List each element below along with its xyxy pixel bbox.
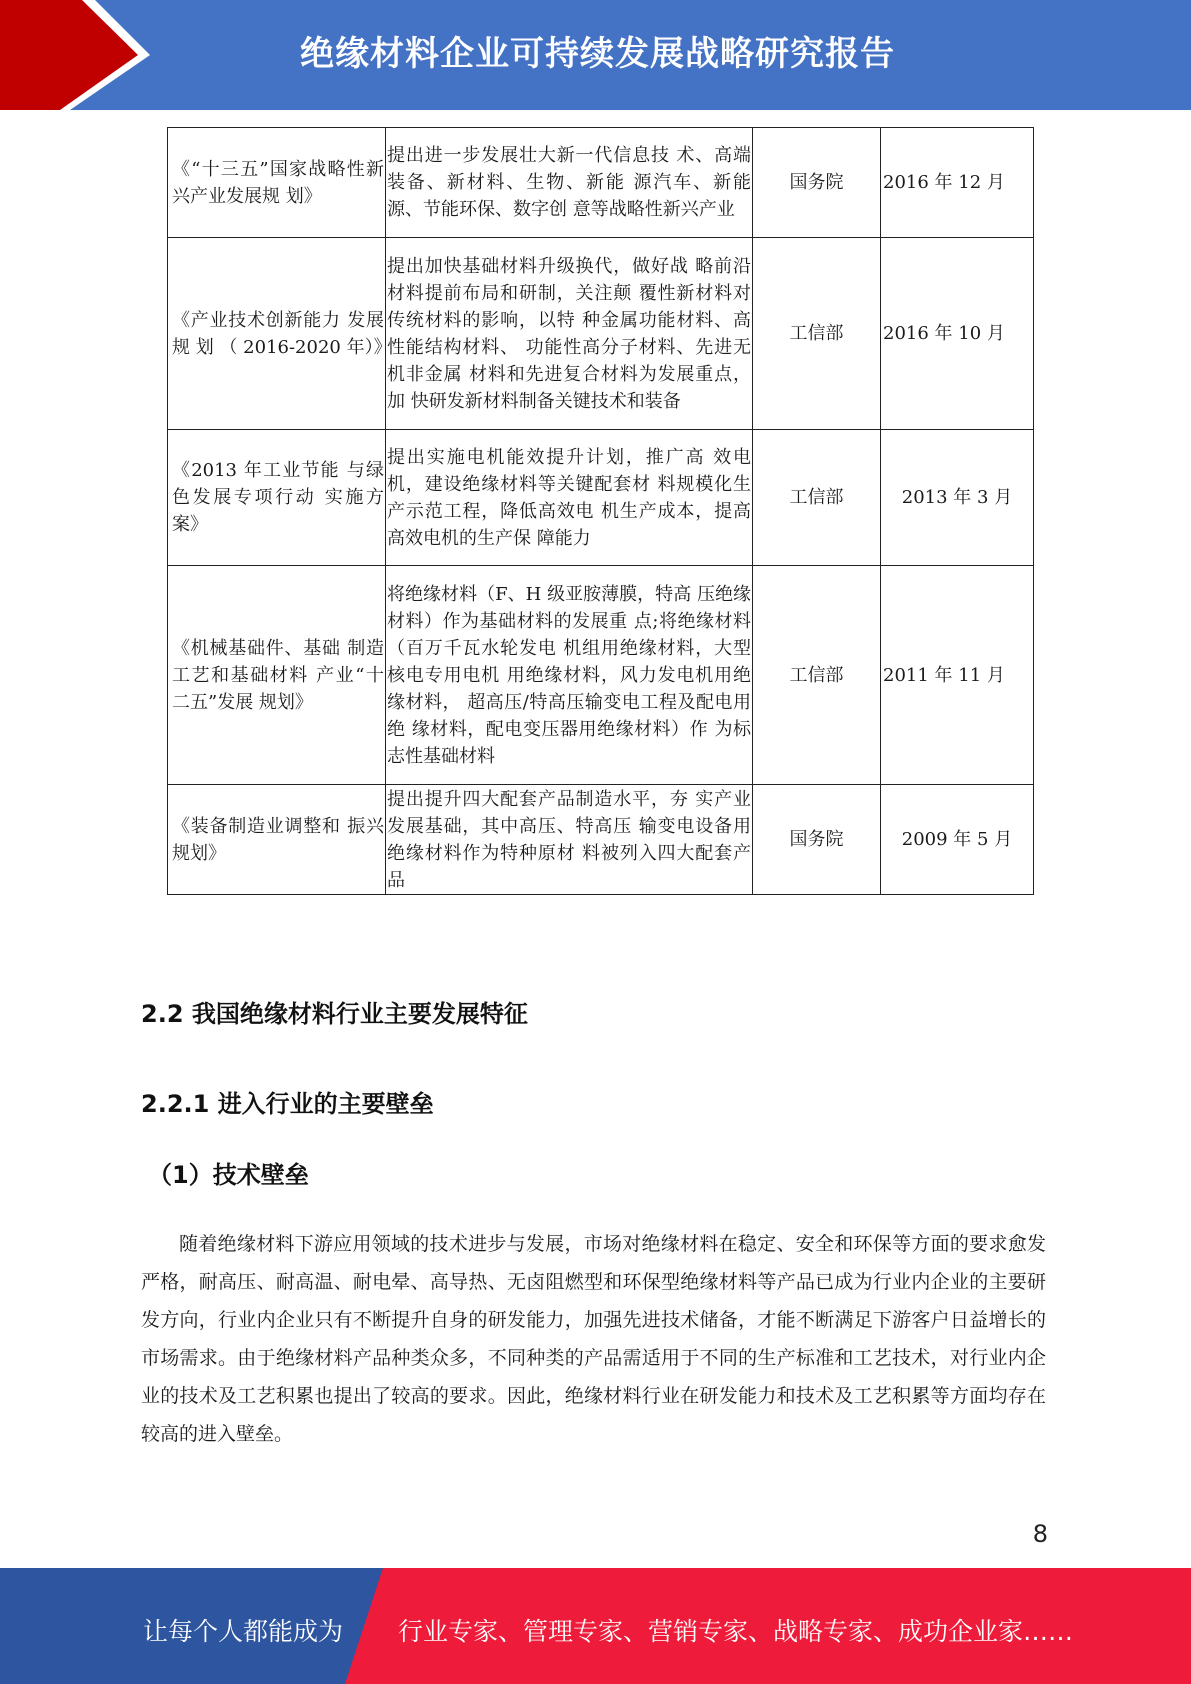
policy-date-cell: 2013 年 3 月 [881,430,1034,566]
footer-slogan-right: 行业专家、管理专家、营销专家、战略专家、成功企业家…… [398,1617,1074,1646]
policy-name-cell: 《“十三五”国家战略性新兴产业发展规 划》 [168,128,386,238]
page-footer [0,1568,1191,1684]
subsection-heading: 2.2.1 进入行业的主要壁垒 [141,1090,434,1118]
table-row [168,566,1034,785]
body-paragraph: 随着绝缘材料下游应用领域的技术进步与发展，市场对绝缘材料在稳定、安全和环保等方面的要求愈发严格，耐高压、耐高温、耐电晕、高导热、无卤阻燃型和环保型绝缘材料等产品已成为行业内企业的主要研发方向，行业内企业只有不断提升自身的研发能力，加强先进技术储备，才能不断满足下游客户日益增长的市场需求。由于绝缘材料产品种类众多，不同种类的产品需适用于不同的生产标准和工艺技术，对行业内企业的技术及工艺积累也提出了较高的要求。因此，绝缘材料行业在研发能力和技术及工艺积累等方面均存在较高的进入壁垒。 [141,1233,1046,1445]
table-row [168,128,1034,238]
table-row [168,238,1034,430]
policy-issuer-cell: 工信部 [753,238,881,430]
policy-content-cell: 将绝缘材料（F、H 级亚胺薄膜，特高 压绝缘材料）作为基础材料的发展重 点;将绝缘材料（百万千瓦水轮发电 机组用绝缘材料，大型核电专用电机 用绝缘材料，风力发电机用绝缘材料， 超高压/特高压输变电工程及配电用绝 缘材料，配电变压器用绝缘材料）作 为标志性基础材料 [386,566,753,785]
report-title: 绝缘材料企业可持续发展战略研究报告 [300,34,895,74]
policy-content-cell: 提出进一步发展壮大新一代信息技 术、高端装备、新材料、生物、新能 源汽车、新能源、节能环保、数字创 意等战略性新兴产业 [386,128,753,238]
policy-issuer-cell: 工信部 [753,430,881,566]
page-number: 8 [1032,1520,1048,1548]
table-row [168,785,1034,895]
policy-name-cell: 《装备制造业调整和 振兴规划》 [168,785,386,895]
policy-date-cell: 2009 年 5 月 [881,785,1034,895]
policy-name-cell: 《产业技术创新能力 发展 规 划 （ 2016-2020 年）》 [168,238,386,430]
section-heading: 2.2 我国绝缘材料行业主要发展特征 [141,1000,528,1028]
policy-issuer-cell: 国务院 [753,128,881,238]
policy-content-cell: 提出实施电机能效提升计划，推广高 效电机，建设绝缘材料等关键配套材 料规模化生产示范工程，降低高效电 机生产成本，提高高效电机的生产保 障能力 [386,430,753,566]
header-red-chevron [0,0,300,110]
table-row [168,430,1034,566]
policy-date-cell: 2016 年 10 月 [881,238,1034,430]
policy-name-cell: 《机械基础件、基础 制造工艺和基础材料 产业“十二五”发展 规划》 [168,566,386,785]
policy-table [167,127,1034,895]
policy-date-cell: 2011 年 11 月 [881,566,1034,785]
policy-issuer-cell: 工信部 [753,566,881,785]
policy-content-cell: 提出加快基础材料升级换代，做好战 略前沿材料提前布局和研制，关注颠 覆性新材料对传统材料的影响，以特 种金属功能材料、高性能结构材料、 功能性高分子材料、先进无机非金属 材料和先进复合材料为发展重点，加 快研发新材料制备关键技术和装备 [386,238,753,430]
footer-slogan-left: 让每个人都能成为 [143,1617,344,1646]
page-header [0,0,1191,110]
subsubsection-heading: （1）技术壁垒 [148,1161,309,1189]
policy-content-cell: 提出提升四大配套产品制造水平，夯 实产业发展基础，其中高压、特高压 输变电设备用绝缘材料作为特种原材 料被列入四大配套产品 [386,785,753,895]
policy-date-cell: 2016 年 12 月 [881,128,1034,238]
policy-issuer-cell: 国务院 [753,785,881,895]
policy-name-cell: 《2013 年工业节能 与绿色发展专项行动 实施方案》 [168,430,386,566]
